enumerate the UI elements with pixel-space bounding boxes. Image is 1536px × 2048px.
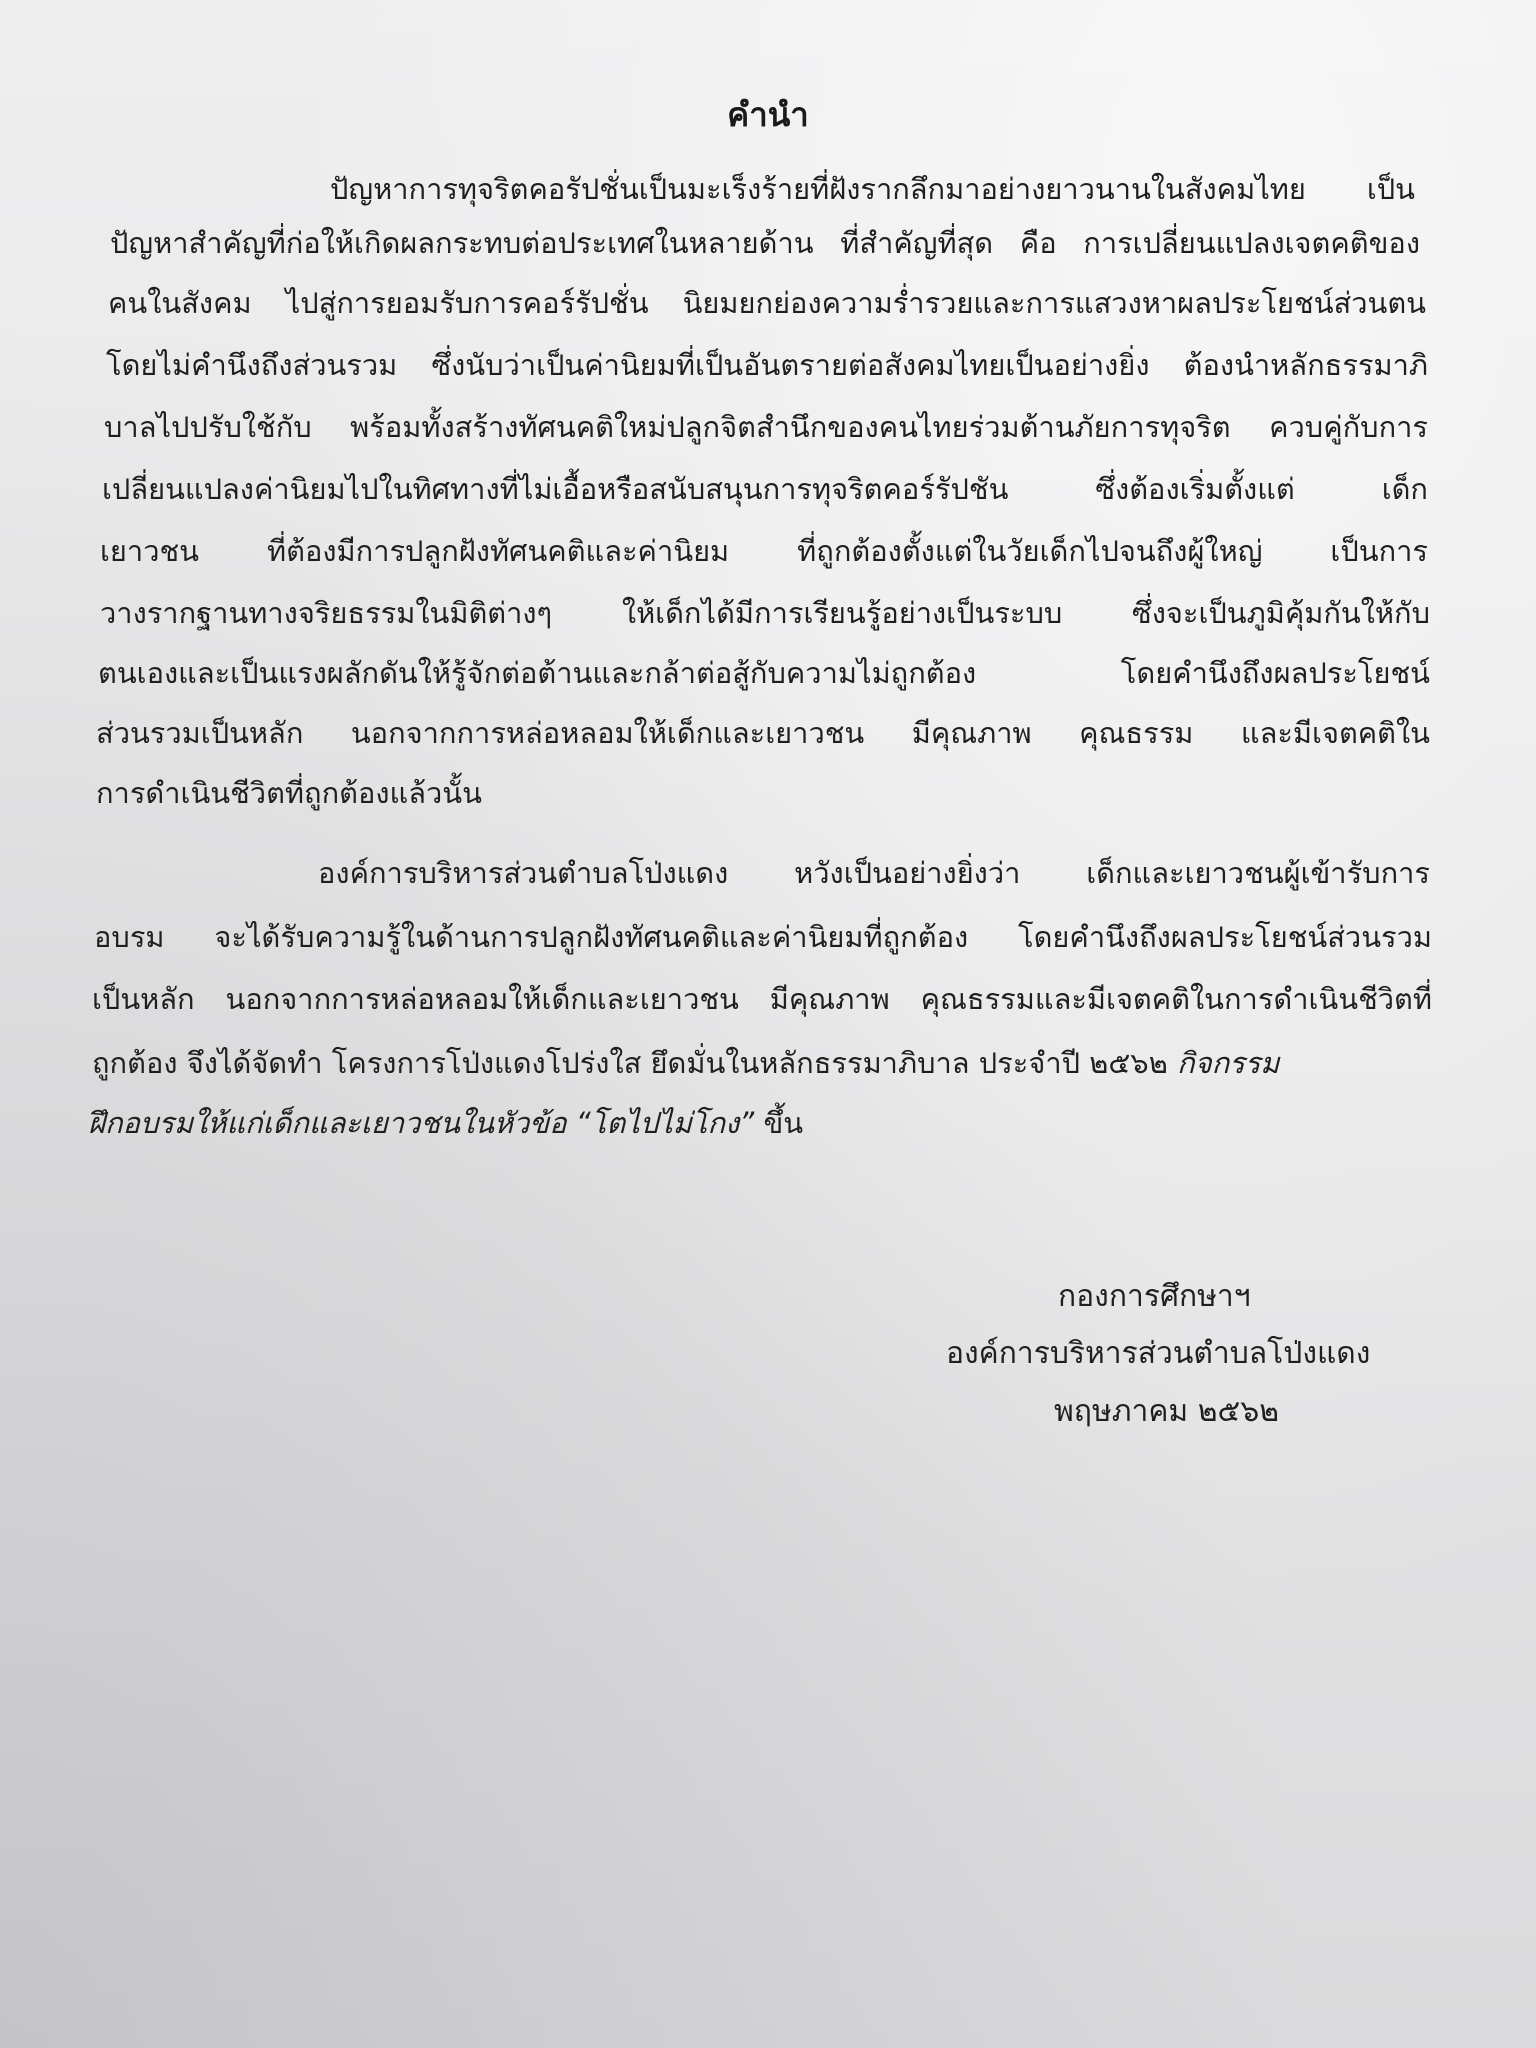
paragraph-1-line-7: เยาวชน ที่ต้องมีการปลูกฝังทัศนคติและค่านิยม ที่ถูกต้องตั้งแต่ในวัยเด็กไปจนถึงผู้ใหญ่ เป็นการ [100, 534, 1428, 568]
signature-organization: องค์การบริหารส่วนตำบลโป่งแดง [946, 1336, 1371, 1371]
paragraph-2-line-4-italic: กิจกรรม [1177, 1046, 1280, 1080]
paragraph-2-line-5-italic: ฝึกอบรมให้แก่เด็กและเยาวชนในหัวข้อ “โตไปไม่โกง” [88, 1106, 755, 1140]
paragraph-2-line-3: เป็นหลัก นอกจากการหล่อหลอมให้เด็กและเยาวชน มีคุณภาพ คุณธรรมและมีเจตคติในการดำเนินชีวิตที่ [92, 982, 1432, 1016]
paragraph-1-line-4: โดยไม่คำนึงถึงส่วนรวม ซึ่งนับว่าเป็นค่านิยมที่เป็นอันตรายต่อสังคมไทยเป็นอย่างยิ่ง ต้องนำหลักธรรมาภิ [106, 348, 1428, 382]
paragraph-2-line-4-text: ถูกต้อง จึงได้จัดทำ โครงการโป่งแดงโปร่งใส ยึดมั่นในหลักธรรมาภิบาล ประจำปี ๒๕๖๒ [92, 1046, 1168, 1080]
paragraph-1-line-2: ปัญหาสำคัญที่ก่อให้เกิดผลกระทบต่อประเทศในหลายด้าน ที่สำคัญที่สุด คือ การเปลี่ยนแปลงเจตคติของ [110, 226, 1420, 260]
paragraph-2-line-4 [92, 1042, 1279, 1084]
paragraph-2-line-2: อบรม จะได้รับความรู้ในด้านการปลูกฝังทัศนคติและค่านิยมที่ถูกต้อง โดยคำนึงถึงผลประโยชน์ส่วนรวม [94, 920, 1432, 954]
signature-department: กองการศึกษาฯ [1058, 1279, 1251, 1314]
signature-date: พฤษภาคม ๒๕๖๒ [1054, 1394, 1280, 1429]
paragraph-1-line-3: คนในสังคม ไปสู่การยอมรับการคอร์รัปชั่น นิยมยกย่องความร่ำรวยและการแสวงหาผลประโยชน์ส่วนตน [108, 286, 1426, 320]
paragraph-1-line-6: เปลี่ยนแปลงค่านิยมไปในทิศทางที่ไม่เอื้อหรือสนับสนุนการทุจริตคอร์รัปชัน ซึ่งต้องเริ่มตั้งแต่ เด็ก [102, 472, 1428, 506]
paragraph-2-line-1: องค์การบริหารส่วนตำบลโป่งแดง หวังเป็นอย่างยิ่งว่า เด็กและเยาวชนผู้เข้ารับการ [318, 856, 1430, 890]
paragraph-1-line-5: บาลไปปรับใช้กับ พร้อมทั้งสร้างทัศนคติใหม่ปลูกจิตสำนึกของคนไทยร่วมต้านภัยการทุจริต ควบคู่กับการ [104, 410, 1428, 444]
paragraph-2-line-5-text: ขึ้น [763, 1106, 804, 1140]
paragraph-1-line-10: ส่วนรวมเป็นหลัก นอกจากการหล่อหลอมให้เด็กและเยาวชน มีคุณภาพ คุณธรรม และมีเจตคติใน [96, 716, 1430, 750]
paragraph-2-line-5 [88, 1102, 803, 1144]
paragraph-1-line-9: ตนเองและเป็นแรงผลักดันให้รู้จักต่อต้านและกล้าต่อสู้กับความไม่ถูกต้อง โดยคำนึงถึงผลประโยชน์ [98, 656, 1430, 690]
document-title: คำนำ [727, 95, 809, 134]
paragraph-1-line-11: การดำเนินชีวิตที่ถูกต้องแล้วนั้น [96, 776, 482, 810]
paragraph-1-line-8: วางรากฐานทางจริยธรรมในมิติต่างๆ ให้เด็กได้มีการเรียนรู้อย่างเป็นระบบ ซึ่งจะเป็นภูมิคุ้มกันให้กับ [100, 596, 1430, 630]
paragraph-1-line-1: ปัญหาการทุจริตคอรัปชั่นเป็นมะเร็งร้ายที่ฝังรากลึกมาอย่างยาวนานในสังคมไทย เป็น [330, 172, 1415, 206]
